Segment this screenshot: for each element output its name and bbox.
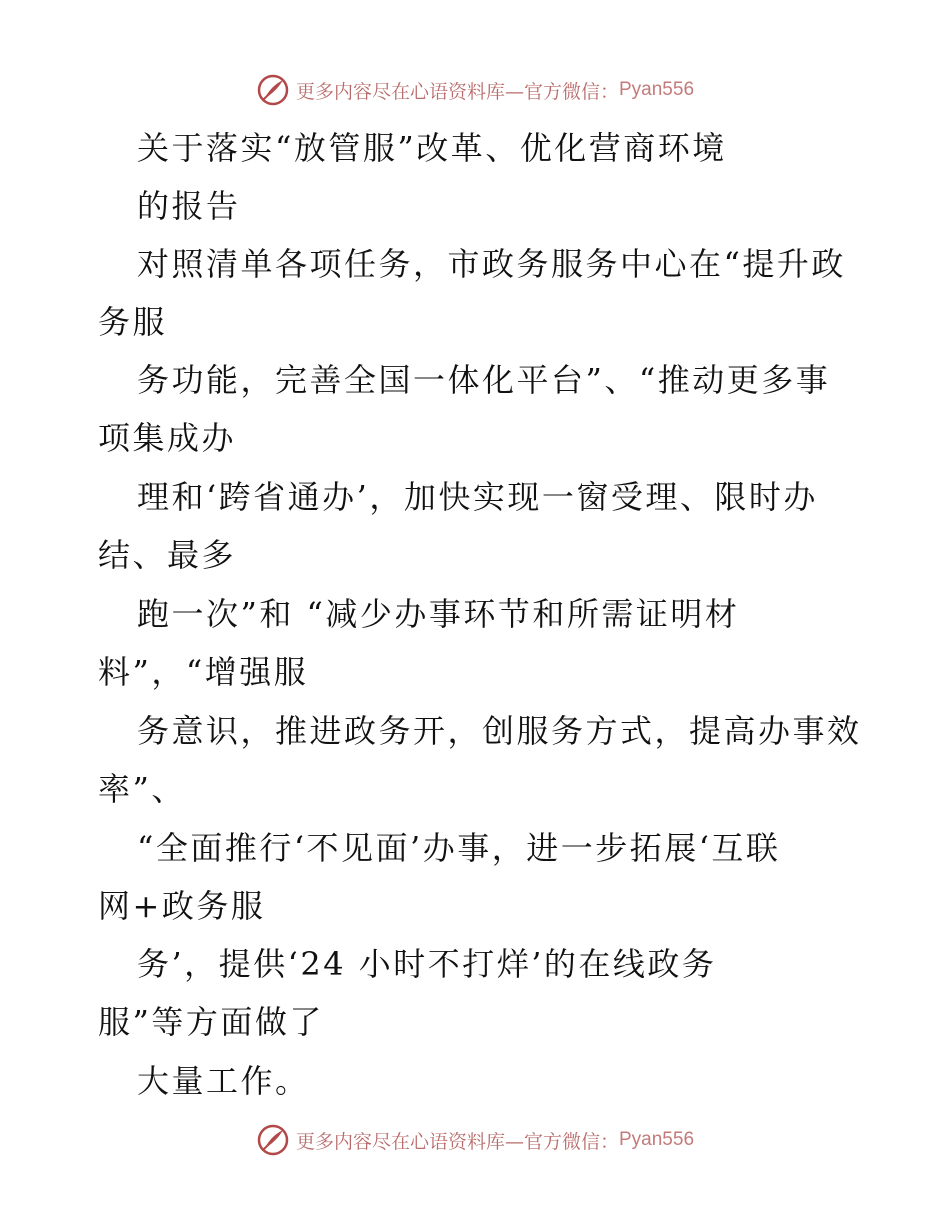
header-watermark bbox=[0, 70, 950, 110]
doc-line: 务功能，完善全国一体化平台”、“推动更多事 bbox=[137, 361, 831, 399]
watermark-text: 更多内容尽在心语资料库—官方微信： bbox=[295, 80, 619, 103]
doc-line: “全面推行‘不见面’办事，进一步拓展‘互联 bbox=[137, 829, 781, 867]
quill-logo-icon bbox=[256, 73, 290, 107]
doc-line: 跑一次”和 “减少办事环节和所需证明材 bbox=[137, 595, 740, 633]
doc-line: 项集成办 bbox=[98, 419, 237, 457]
doc-line: 大量工作。 bbox=[137, 1062, 310, 1100]
footer-watermark bbox=[0, 1120, 950, 1160]
doc-line: 对照清单各项任务，市政务服务中心在“提升政 bbox=[137, 245, 846, 283]
watermark-id: Pyan556 bbox=[619, 1129, 695, 1150]
doc-line: 服”等方面做了 bbox=[98, 1003, 324, 1041]
doc-line: 务意识，推进政务开，创服务方式，提高办事效 bbox=[137, 712, 862, 750]
doc-line: 结、最多 bbox=[98, 536, 237, 574]
watermark-id: Pyan556 bbox=[619, 79, 695, 100]
doc-line: 务服 bbox=[98, 303, 168, 341]
watermark-text: 更多内容尽在心语资料库—官方微信： bbox=[295, 1130, 619, 1153]
doc-line: 的报告 bbox=[137, 187, 241, 225]
doc-line: 务’，提供‘24 小时不打烊’的在线政务 bbox=[137, 945, 717, 983]
doc-line: 料”，“增强服 bbox=[98, 653, 309, 691]
doc-line: 理和‘跨省通办’，加快实现一窗受理、限时办 bbox=[137, 478, 818, 516]
doc-line: 率”、 bbox=[98, 770, 186, 808]
doc-line: 关于落实“放管服”改革、优化营商环境 bbox=[137, 129, 727, 167]
quill-logo-icon bbox=[256, 1123, 290, 1157]
doc-line: 网+政务服 bbox=[98, 887, 266, 925]
